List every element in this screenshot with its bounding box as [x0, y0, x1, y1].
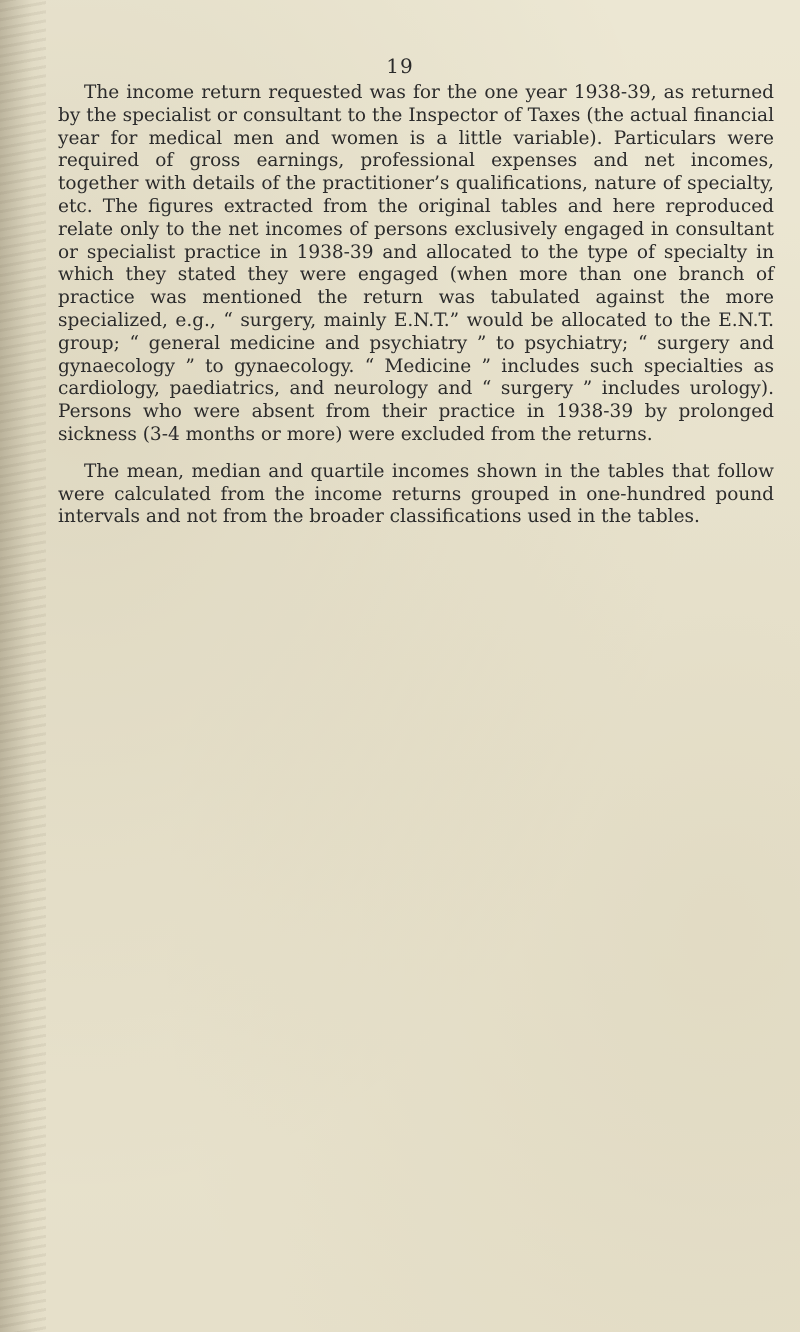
- page-number: 19: [386, 54, 414, 78]
- paragraph-mean-median: The mean, median and quartile incomes shown in the tables that follow were calculated from the income returns grouped in one-hundred pound intervals and not from the broader classifications used in the tables.: [58, 460, 774, 528]
- body-text: [58, 82, 774, 529]
- page-binding-edge: [0, 0, 46, 1332]
- paragraph-income-return: The income return requested was for the one year 1938-39, as returned by the specialist or consultant to the Inspector of Taxes (the actual financial year for medical men and women is a little variable). Particulars were required of gross earnings, professional expenses and net incomes, together with details of the practitioner’s qualifications, nature of specialty, etc. The figures extracted from the original tables and here reproduced relate only to the net incomes of persons exclusively engaged in consultant or specialist practice in 1938-39 and allocated to the type of specialty in which they stated they were engaged (when more than one branch of practice was mentioned the return was tabulated against the more specialized, e.g., “ surgery, mainly E.N.T.” would be allocated to the E.N.T. group; “ general medicine and psychiatry ” to psychiatry; “ surgery and gynaecology ” to gynaecology. “ Medicine ” includes such specialties as cardiology, paediatrics, and neurology and “ surgery ” includes urology). Persons who were absent from their practice in 1938-39 by prolonged sickness (3-4 months or more) were excluded from the returns.: [58, 82, 774, 445]
